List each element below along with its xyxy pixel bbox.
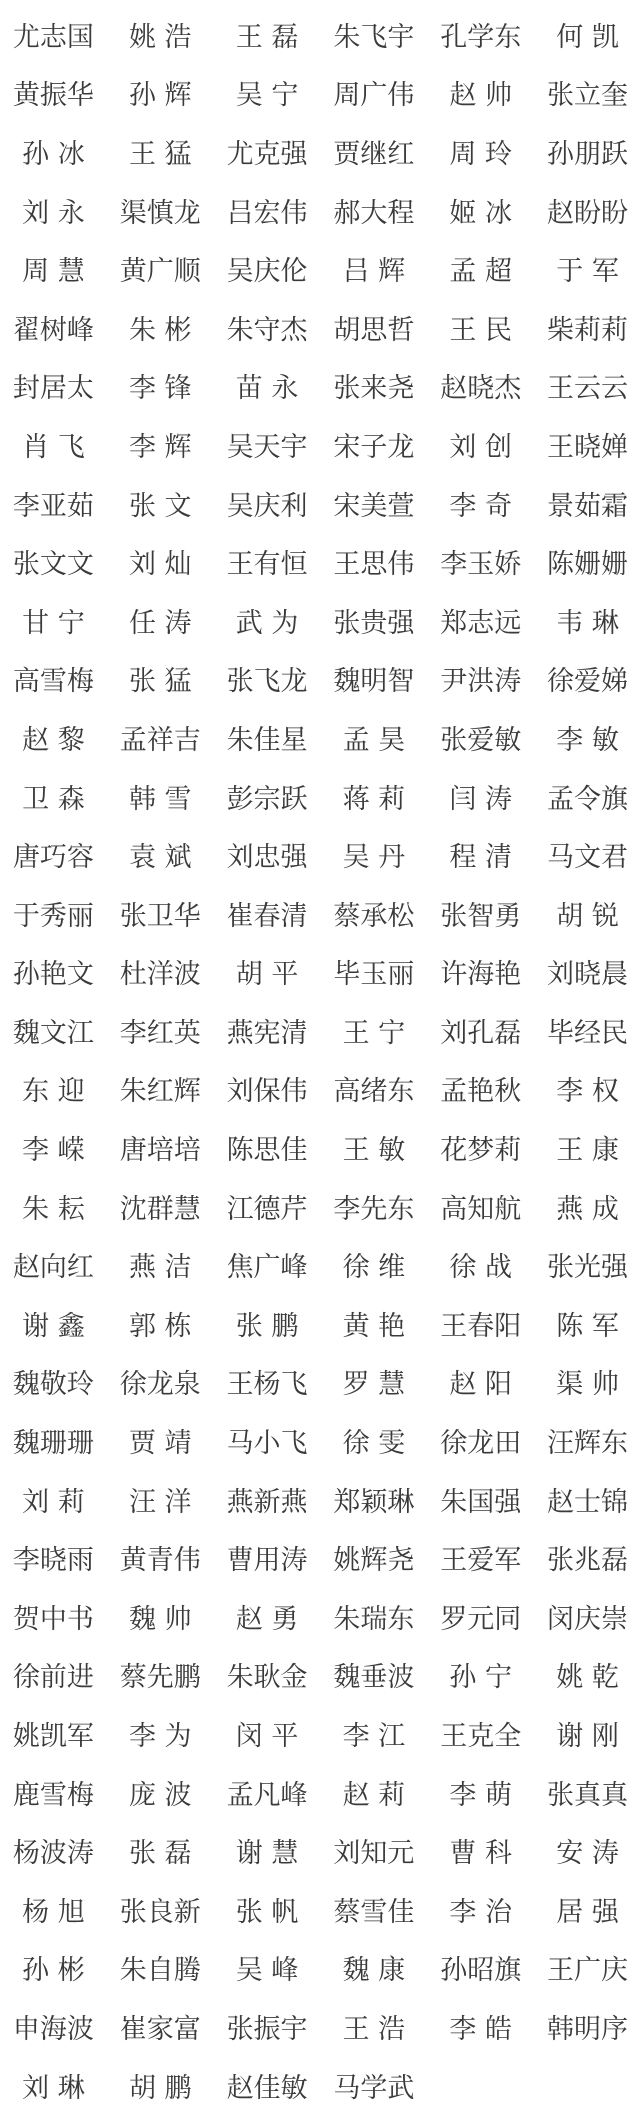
name-cell: 张振宇 [226, 2013, 308, 2045]
name-row [0, 1883, 641, 1942]
name-cell: 张 帆 [235, 1896, 299, 1928]
name-cell: 韦 琳 [556, 607, 619, 639]
name-cell: 胡 锐 [556, 900, 619, 932]
name-cell: 王 猛 [128, 138, 192, 170]
name-row [0, 1297, 641, 1356]
name-cell: 刘保伟 [226, 1076, 308, 1108]
name-cell: 李先东 [333, 1193, 415, 1225]
name-row [0, 653, 641, 712]
name-cell: 刘孔磊 [440, 1017, 522, 1049]
name-cell: 徐 雯 [342, 1428, 406, 1460]
name-cell: 黄青伟 [119, 1545, 201, 1577]
name-cell: 杨 旭 [22, 1896, 85, 1928]
name-cell: 吴庆伦 [226, 256, 308, 288]
name-cell: 贾 靖 [128, 1428, 192, 1460]
name-cell: 袁 斌 [128, 842, 192, 874]
name-cell: 何 凯 [556, 21, 619, 53]
name-cell: 赵 莉 [342, 1779, 406, 1811]
name-cell: 魏珊珊 [12, 1428, 94, 1460]
name-cell: 魏 康 [342, 1955, 406, 1987]
name-cell: 渠慎龙 [119, 197, 201, 229]
name-cell: 赵士锦 [547, 1486, 629, 1518]
name-row [0, 360, 641, 419]
name-cell: 张卫华 [119, 900, 201, 932]
name-cell: 徐爱娣 [547, 666, 629, 698]
name-cell: 赵向红 [12, 1252, 94, 1284]
name-cell: 张智勇 [440, 900, 522, 932]
name-cell: 焦广峰 [226, 1252, 308, 1284]
name-cell: 李亚茹 [12, 490, 94, 522]
name-cell: 徐 维 [342, 1252, 406, 1284]
name-row [0, 1004, 641, 1063]
name-cell: 吕 辉 [342, 256, 406, 288]
name-cell: 高知航 [440, 1193, 522, 1225]
name-row [0, 1766, 641, 1825]
name-cell: 尤克强 [226, 138, 308, 170]
name-row [0, 1824, 641, 1883]
name-cell: 谢 慧 [235, 1838, 299, 1870]
name-cell: 武 为 [235, 607, 299, 639]
name-row [0, 67, 641, 126]
name-cell: 陈姗姗 [547, 549, 629, 581]
name-cell: 李 江 [342, 1721, 406, 1753]
name-cell: 高绪东 [333, 1076, 415, 1108]
name-cell: 东 迎 [22, 1076, 85, 1108]
name-cell: 徐龙田 [440, 1428, 522, 1460]
name-cell: 宋子龙 [333, 431, 415, 463]
name-row [0, 1180, 641, 1239]
name-cell: 张立奎 [547, 80, 629, 112]
name-cell: 魏 帅 [128, 1603, 192, 1635]
name-row [0, 1707, 641, 1766]
name-cell: 任 涛 [128, 607, 192, 639]
name-row [0, 125, 641, 184]
name-row [0, 2059, 641, 2118]
name-cell: 程 清 [449, 842, 513, 874]
name-cell: 朱瑞东 [333, 1603, 415, 1635]
name-cell: 魏敬玲 [12, 1369, 94, 1401]
name-cell: 胡 鹏 [128, 2072, 192, 2104]
name-cell: 孔学东 [440, 21, 522, 53]
name-cell: 吴 宁 [235, 80, 299, 112]
name-cell: 郝大程 [333, 197, 415, 229]
name-list-grid [0, 8, 641, 2117]
name-cell: 黄 艳 [342, 1310, 406, 1342]
name-row [0, 1414, 641, 1473]
name-cell: 韩明序 [547, 2013, 629, 2045]
name-cell: 燕 洁 [128, 1252, 192, 1284]
name-cell: 孙艳文 [12, 959, 94, 991]
name-cell: 郑颖琳 [333, 1486, 415, 1518]
name-row [0, 711, 641, 770]
name-cell: 刘 灿 [128, 549, 192, 581]
name-cell: 赵 黎 [22, 724, 85, 756]
name-cell: 李 治 [449, 1896, 513, 1928]
name-cell: 孙昭旗 [440, 1955, 522, 1987]
name-cell: 李 权 [556, 1076, 619, 1108]
name-cell: 李 皓 [449, 2013, 513, 2045]
name-cell: 王 民 [449, 314, 513, 346]
name-cell: 蔡雪佳 [333, 1896, 415, 1928]
name-cell: 吕宏伟 [226, 197, 308, 229]
name-cell: 魏文江 [12, 1017, 94, 1049]
name-cell: 闫 涛 [449, 783, 513, 815]
name-cell: 花梦莉 [440, 1135, 522, 1167]
name-cell: 谢 鑫 [22, 1310, 85, 1342]
name-row [0, 1942, 641, 2001]
name-cell: 姚 浩 [128, 21, 192, 53]
name-cell: 张来尧 [333, 373, 415, 405]
name-cell: 吴 峰 [235, 1955, 299, 1987]
name-row [0, 1063, 641, 1122]
name-cell: 李 锋 [128, 373, 192, 405]
name-cell: 徐 战 [449, 1252, 513, 1284]
name-cell: 张良新 [119, 1896, 201, 1928]
name-cell: 陈思佳 [226, 1135, 308, 1167]
name-cell: 王 磊 [235, 21, 299, 53]
name-cell: 燕宪清 [226, 1017, 308, 1049]
name-cell: 王云云 [547, 373, 629, 405]
name-cell: 张 猛 [128, 666, 192, 698]
name-row [0, 1649, 641, 1708]
name-row [0, 8, 641, 67]
name-cell: 王 宁 [342, 1017, 406, 1049]
name-cell: 李 嵘 [22, 1135, 85, 1167]
name-row [0, 301, 641, 360]
name-cell: 安 涛 [556, 1838, 619, 1870]
name-cell: 王 浩 [342, 2013, 406, 2045]
name-cell: 张 文 [128, 490, 192, 522]
name-cell: 高雪梅 [12, 666, 94, 698]
name-cell: 赵 勇 [235, 1603, 299, 1635]
name-cell: 刘 莉 [22, 1486, 85, 1518]
name-cell: 卫 森 [22, 783, 85, 815]
name-row [0, 1356, 641, 1415]
name-cell: 刘 琳 [22, 2072, 85, 2104]
name-cell: 蒋 莉 [342, 783, 406, 815]
name-cell: 孙朋跃 [547, 138, 629, 170]
name-cell: 胡 平 [235, 959, 299, 991]
name-cell: 崔春清 [226, 900, 308, 932]
name-cell: 赵佳敏 [226, 2072, 308, 2104]
name-cell: 张真真 [547, 1779, 629, 1811]
name-cell: 孟艳秋 [440, 1076, 522, 1108]
name-cell: 吴庆利 [226, 490, 308, 522]
name-cell: 姚 乾 [556, 1662, 619, 1694]
name-cell: 李 奇 [449, 490, 513, 522]
name-cell: 刘 创 [449, 431, 513, 463]
name-cell: 郑志远 [440, 607, 522, 639]
name-row [0, 1238, 641, 1297]
name-row [0, 946, 641, 1005]
name-cell: 罗 慧 [342, 1369, 406, 1401]
name-cell: 崔家富 [119, 2013, 201, 2045]
name-row [0, 828, 641, 887]
name-cell: 赵晓杰 [440, 373, 522, 405]
name-cell: 朱自腾 [119, 1955, 201, 1987]
name-cell: 李 为 [128, 1721, 192, 1753]
name-cell: 苗 永 [235, 373, 299, 405]
name-cell: 马小飞 [226, 1428, 308, 1460]
name-row [0, 887, 641, 946]
name-cell: 周 玲 [449, 138, 513, 170]
name-cell: 景茹霜 [547, 490, 629, 522]
name-cell: 张 磊 [128, 1838, 192, 1870]
name-cell: 蔡承松 [333, 900, 415, 932]
name-cell: 周广伟 [333, 80, 415, 112]
name-cell: 曹用涛 [226, 1545, 308, 1577]
name-cell: 王杨飞 [226, 1369, 308, 1401]
name-cell: 孟凡峰 [226, 1779, 308, 1811]
name-row [0, 477, 641, 536]
name-cell: 许海艳 [440, 959, 522, 991]
name-cell: 庞 波 [128, 1779, 192, 1811]
name-cell: 蔡先鹏 [119, 1662, 201, 1694]
name-cell: 王 康 [556, 1135, 619, 1167]
name-row [0, 594, 641, 653]
name-row [0, 2000, 641, 2059]
name-cell: 甘 宁 [22, 607, 85, 639]
name-cell: 王有恒 [226, 549, 308, 581]
name-cell: 贾继红 [333, 138, 415, 170]
name-cell: 姬 冰 [449, 197, 513, 229]
name-cell: 申海波 [12, 2013, 94, 2045]
name-cell: 徐前进 [12, 1662, 94, 1694]
name-cell: 张飞龙 [226, 666, 308, 698]
name-cell: 罗元同 [440, 1603, 522, 1635]
name-row [0, 535, 641, 594]
name-cell: 翟树峰 [12, 314, 94, 346]
name-cell: 张文文 [12, 549, 94, 581]
name-cell: 居 强 [556, 1896, 619, 1928]
name-cell: 贺中书 [12, 1603, 94, 1635]
name-cell: 孟 超 [449, 256, 513, 288]
name-cell: 朱 耘 [22, 1193, 85, 1225]
name-cell: 赵盼盼 [547, 197, 629, 229]
name-cell: 汪辉东 [547, 1428, 629, 1460]
name-cell: 朱国强 [440, 1486, 522, 1518]
name-cell: 江德芹 [226, 1193, 308, 1225]
name-cell: 柴莉莉 [547, 314, 629, 346]
name-row [0, 770, 641, 829]
name-cell: 刘忠强 [226, 842, 308, 874]
name-row [0, 184, 641, 243]
name-cell: 朱佳星 [226, 724, 308, 756]
name-cell: 张 鹏 [235, 1310, 299, 1342]
name-cell: 刘 永 [22, 197, 85, 229]
name-cell: 尹洪涛 [440, 666, 522, 698]
name-cell: 孟 昊 [342, 724, 406, 756]
name-cell: 孙 辉 [128, 80, 192, 112]
name-cell: 李 辉 [128, 431, 192, 463]
name-cell: 毕玉丽 [333, 959, 415, 991]
name-cell: 韩 雪 [128, 783, 192, 815]
name-cell: 朱守杰 [226, 314, 308, 346]
name-cell: 于 军 [556, 256, 619, 288]
name-cell: 孙 冰 [22, 138, 85, 170]
name-cell: 李 萌 [449, 1779, 513, 1811]
name-cell: 杨波涛 [12, 1838, 94, 1870]
name-cell: 燕 成 [556, 1193, 619, 1225]
name-cell: 张爱敏 [440, 724, 522, 756]
name-cell: 姚凯军 [12, 1721, 94, 1753]
name-cell: 魏明智 [333, 666, 415, 698]
name-cell: 尤志国 [12, 21, 94, 53]
name-cell: 宋美萱 [333, 490, 415, 522]
name-row [0, 1473, 641, 1532]
name-cell: 马文君 [547, 842, 629, 874]
name-cell: 赵 阳 [449, 1369, 513, 1401]
name-cell: 王 敏 [342, 1135, 406, 1167]
name-cell: 鹿雪梅 [12, 1779, 94, 1811]
name-cell: 徐龙泉 [119, 1369, 201, 1401]
name-cell: 郭 栋 [128, 1310, 192, 1342]
name-cell: 王广庆 [547, 1955, 629, 1987]
name-cell: 肖 飞 [22, 431, 85, 463]
name-cell: 曹 科 [449, 1838, 513, 1870]
name-cell: 谢 刚 [556, 1721, 619, 1753]
name-cell: 刘晓晨 [547, 959, 629, 991]
name-cell: 刘知元 [333, 1838, 415, 1870]
name-cell: 李红英 [119, 1017, 201, 1049]
name-cell: 王克全 [440, 1721, 522, 1753]
name-cell: 闵庆崇 [547, 1603, 629, 1635]
name-cell: 黄振华 [12, 80, 94, 112]
name-cell: 渠 帅 [556, 1369, 619, 1401]
name-cell: 魏垂波 [333, 1662, 415, 1694]
name-cell: 孙 彬 [22, 1955, 85, 1987]
name-cell: 沈群慧 [119, 1193, 201, 1225]
name-cell: 张兆磊 [547, 1545, 629, 1577]
name-cell: 马学武 [333, 2072, 415, 2104]
name-cell: 吴 丹 [342, 842, 406, 874]
name-cell: 燕新燕 [226, 1486, 308, 1518]
name-cell: 李晓雨 [12, 1545, 94, 1577]
name-cell: 王思伟 [333, 549, 415, 581]
name-row [0, 242, 641, 301]
name-cell: 胡思哲 [333, 314, 415, 346]
name-cell: 毕经民 [547, 1017, 629, 1049]
name-cell: 张贵强 [333, 607, 415, 639]
name-cell: 吴天宇 [226, 431, 308, 463]
name-cell: 闵 平 [235, 1721, 299, 1753]
name-cell: 陈 军 [556, 1310, 619, 1342]
name-cell: 王爱军 [440, 1545, 522, 1577]
name-row [0, 418, 641, 477]
name-cell: 汪 洋 [128, 1486, 192, 1518]
name-cell: 唐培培 [119, 1135, 201, 1167]
name-row [0, 1531, 641, 1590]
name-cell: 彭宗跃 [226, 783, 308, 815]
name-cell: 孟令旗 [547, 783, 629, 815]
name-cell: 孟祥吉 [119, 724, 201, 756]
name-cell: 王春阳 [440, 1310, 522, 1342]
name-cell: 李 敏 [556, 724, 619, 756]
name-cell: 朱 彬 [128, 314, 192, 346]
name-row [0, 1121, 641, 1180]
name-cell: 唐巧容 [12, 842, 94, 874]
name-cell: 杜洋波 [119, 959, 201, 991]
name-cell: 赵 帅 [449, 80, 513, 112]
name-cell: 于秀丽 [12, 900, 94, 932]
name-cell: 朱红辉 [119, 1076, 201, 1108]
name-cell: 李玉娇 [440, 549, 522, 581]
name-cell: 周 慧 [22, 256, 85, 288]
name-cell: 朱耿金 [226, 1662, 308, 1694]
name-cell: 姚辉尧 [333, 1545, 415, 1577]
name-cell: 王晓婵 [547, 431, 629, 463]
name-cell: 黄广顺 [119, 256, 201, 288]
name-cell: 孙 宁 [449, 1662, 513, 1694]
name-row [0, 1590, 641, 1649]
name-cell: 朱飞宇 [333, 21, 415, 53]
name-cell: 张光强 [547, 1252, 629, 1284]
name-cell: 封居太 [12, 373, 94, 405]
